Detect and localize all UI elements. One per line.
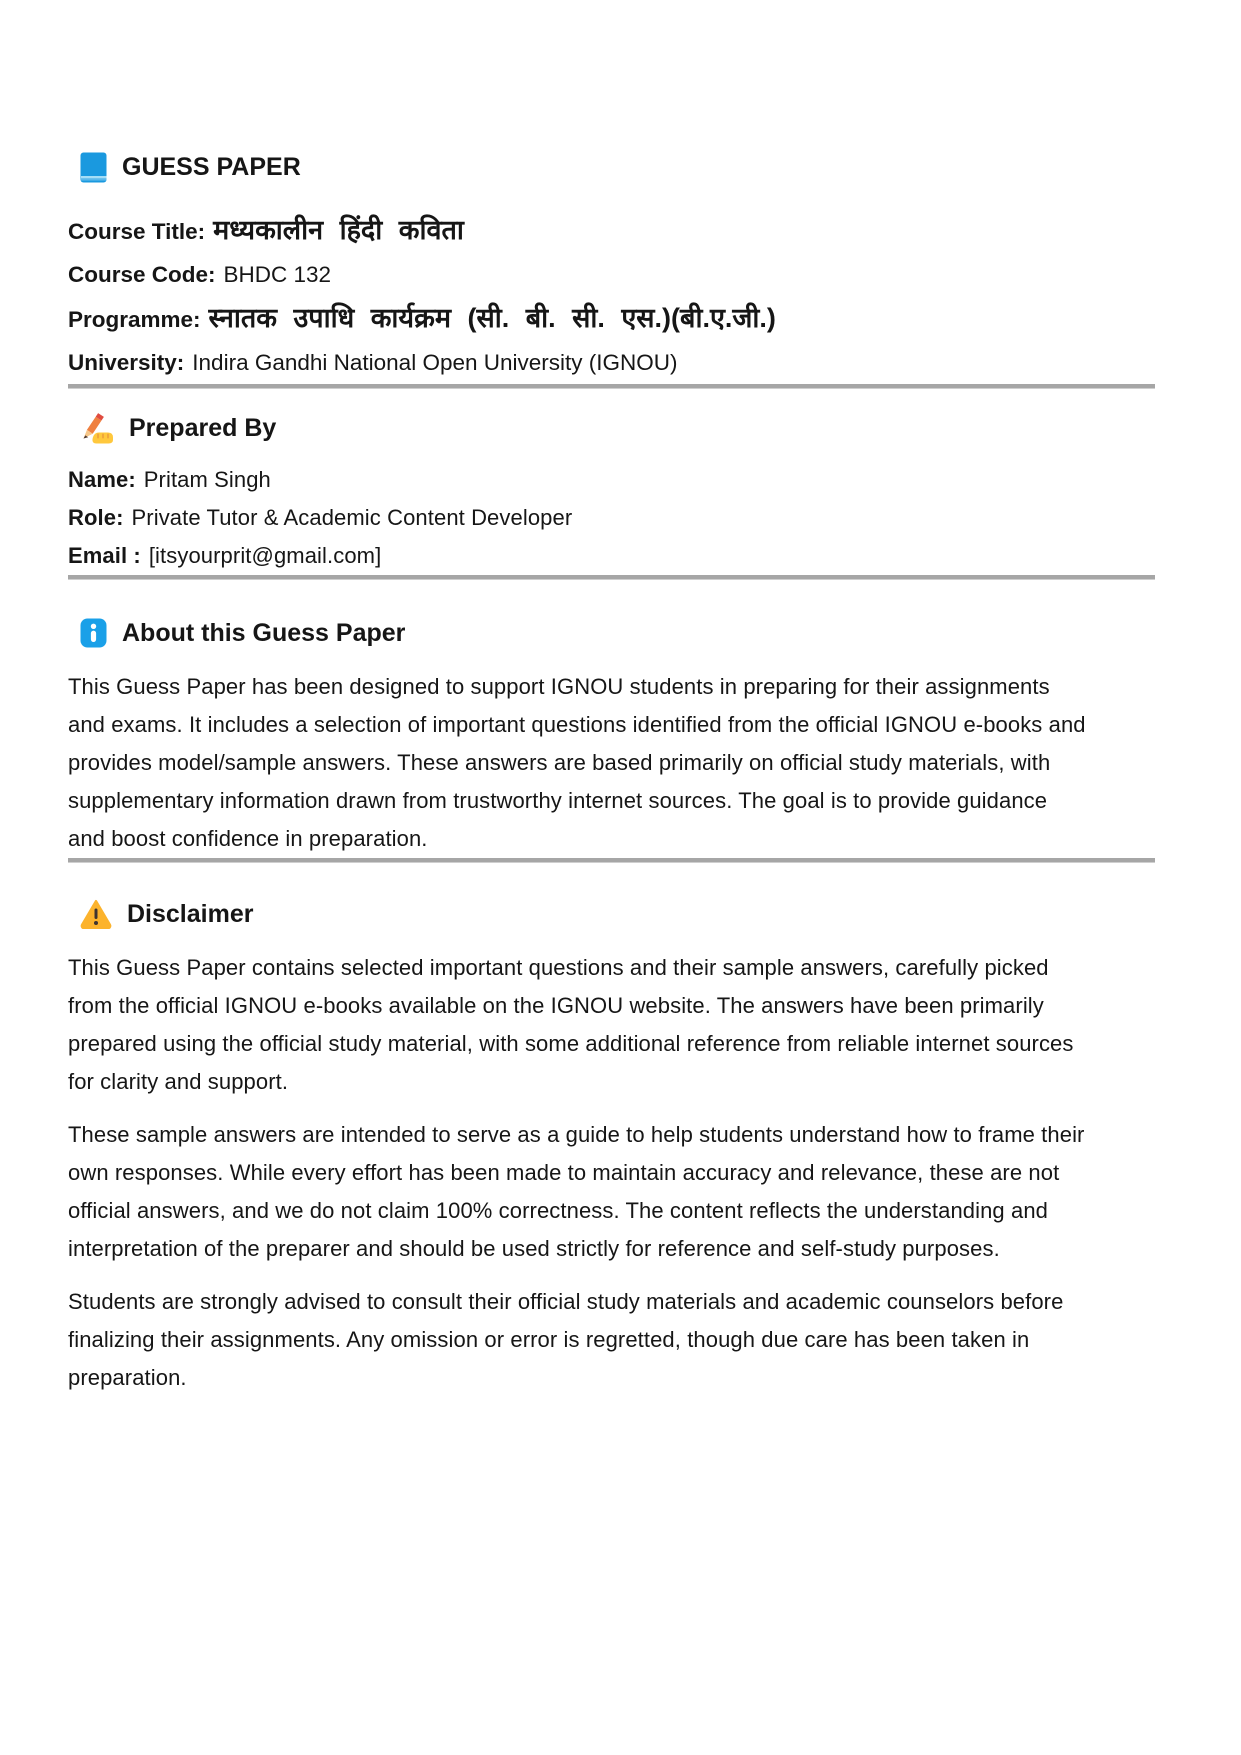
divider [68, 384, 1155, 389]
prepared-by-fields [68, 461, 1155, 575]
programme-value: स्नातक उपाधि कार्यक्रम (सी. बी. सी. एस.)(बी.ए.जी.) [208, 303, 776, 333]
divider [68, 575, 1155, 580]
disclaimer-heading: Disclaimer [127, 900, 254, 928]
disclaimer-paragraph: Students are strongly advised to consult their official study materials and academic counselors before finalizing their assignments. Any omission or error is regretted, though due care has been taken in preparation. [68, 1289, 1064, 1390]
course-info-block [68, 208, 1155, 384]
course-title-line [68, 208, 1155, 254]
writing-hand-icon [80, 412, 114, 444]
info-icon [80, 618, 107, 648]
name-line [68, 461, 1090, 499]
email-value: [itsyourprit@gmail.com] [148, 543, 382, 568]
name-value: Pritam Singh [143, 467, 271, 492]
about-heading-row [68, 616, 1155, 650]
email-label: Email : [68, 543, 141, 568]
name-label: Name: [68, 467, 136, 492]
university-value: Indira Gandhi National Open University (IGNOU) [192, 350, 678, 375]
prepared-by-heading: Prepared By [129, 414, 277, 442]
programme-line [68, 296, 1155, 342]
course-code-value: BHDC 132 [223, 262, 332, 287]
university-label: University: [68, 350, 185, 375]
university-line [68, 342, 1155, 384]
course-code-label: Course Code: [68, 262, 216, 287]
role-line [68, 499, 1090, 537]
disclaimer-paragraph: This Guess Paper contains selected important questions and their sample answers, carefully picked from the official IGNOU e-books available on the IGNOU website. The answers have been primarily prepared using the official study material, with some additional reference from reliable internet sources for clarity and support. [68, 955, 1074, 1094]
role-value: Private Tutor & Academic Content Developer [131, 505, 573, 530]
warning-icon [80, 899, 112, 929]
disclaimer-paragraph: These sample answers are intended to serve as a guide to help students understand how to frame their own responses. While every effort has been made to maintain accuracy and relevance, these are not official answers, and we do not claim 100% correctness. The content reflects the understanding and interpretation of the preparer and should be used strictly for reference and self-study purposes. [68, 1122, 1085, 1261]
programme-label: Programme: [68, 307, 201, 332]
blue-book-icon [80, 152, 107, 183]
prepared-by-heading-row [68, 411, 1155, 445]
role-label: Role: [68, 505, 124, 530]
course-code-line [68, 254, 1155, 296]
disclaimer-heading-row [68, 897, 1155, 931]
course-title-value: मध्यकालीन हिंदी कविता [213, 215, 464, 245]
course-title-label: Course Title: [68, 219, 206, 244]
document-title-row [68, 150, 1155, 184]
divider [68, 858, 1155, 863]
email-line [68, 537, 1090, 575]
page-title: GUESS PAPER [122, 153, 301, 181]
about-paragraph: This Guess Paper has been designed to support IGNOU students in preparing for their assignments and exams. It includes a selection of important questions identified from the official IGNOU e-books and provides model/sample answers. These answers are based primarily on official study materials, with supplementary information drawn from trustworthy internet sources. The goal is to provide guidance and boost confidence in preparation. [68, 674, 1086, 851]
about-heading: About this Guess Paper [122, 619, 406, 647]
